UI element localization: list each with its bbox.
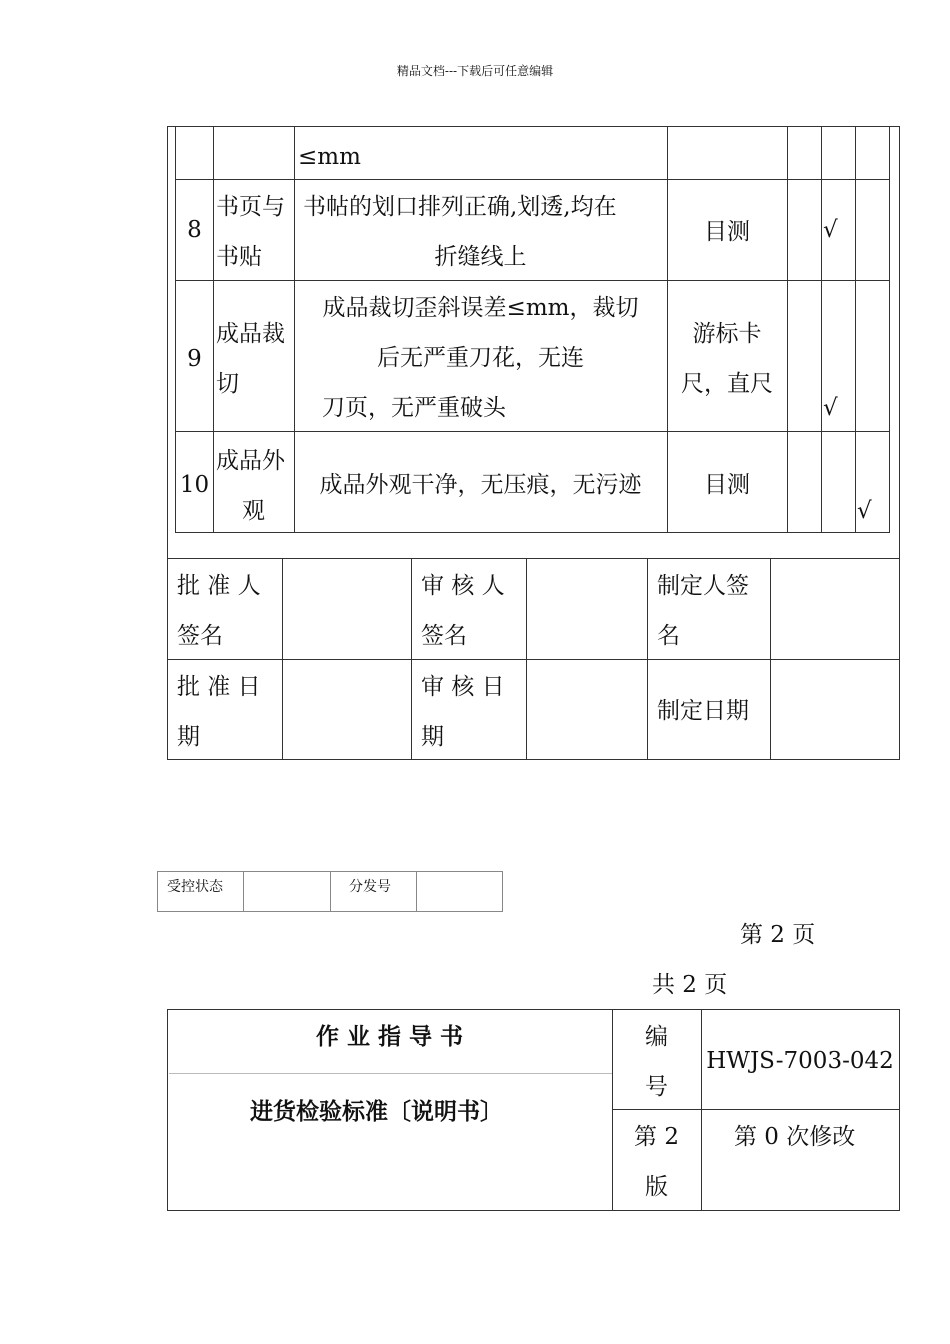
row-10-number: 10 [179,472,210,498]
row-9-item: 成品裁 [216,321,285,347]
row-9-method: 尺，直尺 [681,371,773,397]
doc-title: 作 业 指 导 书 [315,1023,464,1050]
edition-label: 版 [645,1174,668,1200]
maker-sign-label: 制定人签 [657,573,749,599]
row-10-check: √ [857,498,872,524]
row-10-item: 观 [242,498,265,524]
approver-sign-label: 签名 [177,623,223,649]
row-8-standard: 书帖的划口排列正确,划透,均在 [303,194,617,220]
approver-sign-label: 批 准 人 [177,573,261,599]
row-10-method: 目测 [704,472,750,498]
approver-date-label: 期 [177,724,200,750]
row-9-number: 9 [187,346,202,372]
doc-number-value: HWJS-7003-042 [706,1048,894,1074]
row-8-item: 书页与 [216,194,285,220]
row-9-item: 切 [216,371,239,397]
row-8-item: 书贴 [216,244,262,270]
row-10-standard: 成品外观干净，无压痕，无污迹 [319,472,642,498]
row-9-method: 游标卡 [692,321,762,347]
row-10-item: 成品外 [216,448,285,474]
reviewer-sign-label: 签名 [421,623,467,649]
row-9-standard: 刀页，无严重破头 [322,395,506,421]
row-9-check: √ [823,395,838,421]
row-9-standard: 成品裁切歪斜误差≤mm，裁切 [322,295,639,321]
row-9-standard: 后无严重刀花，无连 [377,345,584,371]
table-row-0-standard: ≤mm [298,144,361,170]
approver-date-label: 批 准 日 [177,674,261,700]
doc-number-label: 编 [645,1024,668,1050]
reviewer-date-label: 审 核 日 [421,674,505,700]
row-8-standard: 折缝线上 [434,244,527,270]
row-8-check: √ [823,217,838,243]
page-number: 第 2 页 [740,922,816,948]
edition-label: 第 2 [634,1124,679,1150]
doc-number-label: 号 [645,1074,668,1100]
control-status-label: 受控状态 [167,879,223,895]
page-header: 精品文档---下载后可任意编辑 [396,64,554,78]
distribution-number-label: 分发号 [349,879,391,895]
revision-label: 第 0 次修改 [734,1124,856,1150]
doc-subtitle: 进货检验标准〔说明书〕 [250,1098,503,1125]
maker-date-label: 制定日期 [657,698,749,724]
reviewer-sign-label: 审 核 人 [421,573,505,599]
reviewer-date-label: 期 [421,724,444,750]
row-8-number: 8 [187,217,202,243]
row-8-method: 目测 [704,219,750,245]
maker-sign-label: 名 [657,623,680,649]
page-total: 共 2 页 [652,972,728,998]
